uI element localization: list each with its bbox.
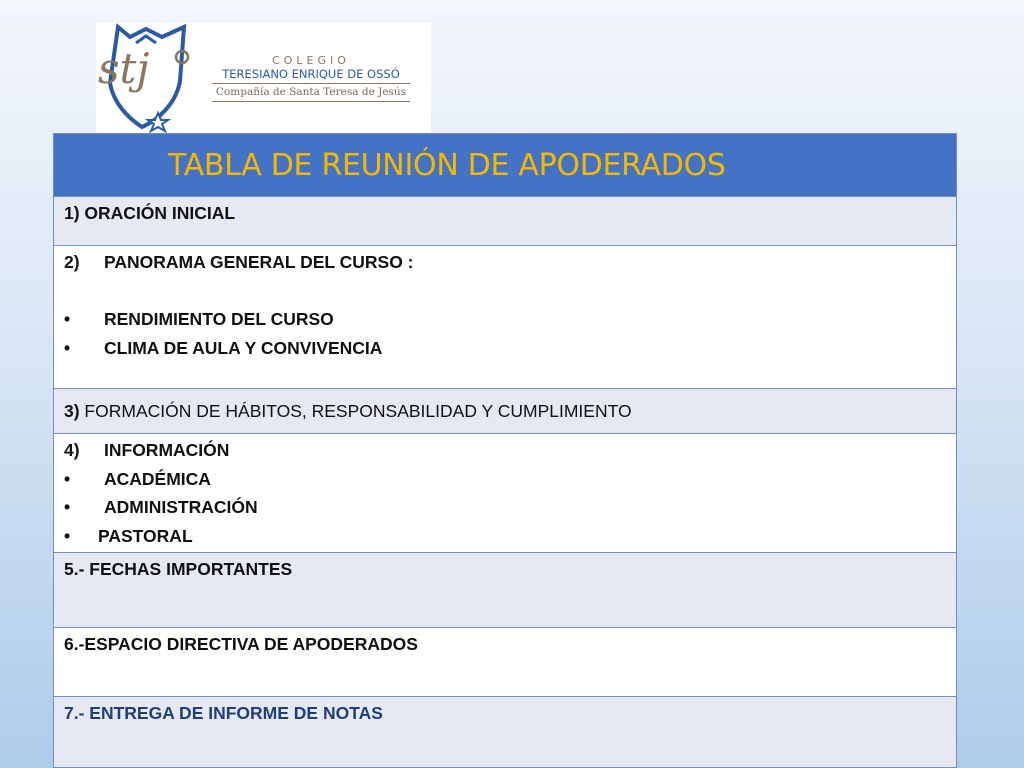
logo-divider bbox=[212, 83, 410, 84]
star-icon bbox=[148, 113, 168, 131]
table-title: TABLA DE REUNIÓN DE APODERADOS bbox=[168, 147, 726, 183]
logo-monogram: stj bbox=[98, 44, 150, 93]
logo-colegio: COLEGIO bbox=[272, 54, 350, 67]
agenda-item-3: 3) FORMACIÓN DE HÁBITOS, RESPONSABILIDAD Y CUMPLIMIENTO bbox=[64, 400, 632, 421]
list-item: • ADMINISTRACIÓN bbox=[64, 497, 258, 517]
agenda-row-4 bbox=[54, 434, 957, 553]
school-logo bbox=[96, 23, 431, 133]
agenda-row-6 bbox=[54, 628, 957, 697]
list-item: • ACADÉMICA bbox=[64, 468, 211, 489]
logo-school-name: TERESIANO ENRIQUE DE OSSÓ bbox=[222, 67, 400, 81]
agenda-item-6: 6.-ESPACIO DIRECTIVA DE APODERADOS bbox=[64, 634, 418, 654]
agenda-item-4-heading: 4) INFORMACIÓN bbox=[64, 440, 230, 460]
agenda-row-3 bbox=[54, 389, 957, 434]
agenda-item-1: 1) ORACIÓN INICIAL bbox=[64, 203, 236, 223]
list-item: • CLIMA DE AULA Y CONVIVENCIA bbox=[64, 337, 383, 358]
shield-emblem-icon bbox=[96, 23, 206, 133]
agenda-row-1 bbox=[54, 197, 957, 246]
agenda-row-7 bbox=[54, 697, 957, 768]
list-item: • PASTORAL bbox=[64, 525, 193, 546]
meeting-agenda-table bbox=[53, 133, 957, 768]
agenda-row-2 bbox=[54, 246, 957, 389]
logo-congregation: Compañía de Santa Teresa de Jesús bbox=[215, 86, 407, 98]
agenda-spacer bbox=[64, 277, 956, 306]
agenda-item-2-heading: 2) PANORAMA GENERAL DEL CURSO : bbox=[64, 252, 414, 272]
agenda-item-7: 7.- ENTREGA DE INFORME DE NOTAS bbox=[64, 703, 383, 723]
agenda-row-5 bbox=[54, 553, 957, 628]
agenda-item-5: 5.- FECHAS IMPORTANTES bbox=[64, 559, 293, 579]
logo-divider-bottom bbox=[212, 101, 410, 102]
list-item: • RENDIMIENTO DEL CURSO bbox=[64, 309, 334, 329]
table-title-cell bbox=[54, 134, 957, 197]
